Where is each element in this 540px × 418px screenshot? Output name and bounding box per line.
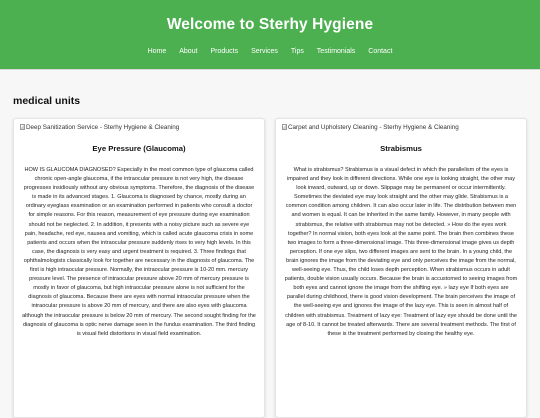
nav-home[interactable]: Home [147, 48, 167, 55]
site-title: Welcome to Sterhy Hygiene [166, 16, 374, 33]
card-eye-pressure [13, 118, 265, 418]
section-title: medical units [13, 95, 81, 107]
nav-tips[interactable]: Tips [290, 48, 304, 55]
card-title: Strabismus [380, 144, 422, 153]
nav-services[interactable]: Services [251, 48, 278, 55]
main-content [0, 95, 540, 418]
nav-testimonials[interactable]: Testimonials [316, 48, 356, 55]
nav-contact[interactable]: Contact [368, 48, 393, 55]
main-nav [0, 48, 540, 55]
nav-about[interactable]: About [179, 48, 198, 55]
card-image [282, 122, 520, 132]
nav-products[interactable]: Products [210, 48, 239, 55]
card-body: HOW IS GLAUCOMA DIAGNOSED? Especially in the most common type of glaucoma called chronic open-angle glaucoma, if the intraocular pressure is not very high, the disease progresses insidiously without any obvious symptoms. Therefore, the diagnosis of the disease is made in its advanced stages. 1. Glaucoma is diagnosed by chance, mostly during an ordinary eyeglass examination or an examination performed in patients who consult a doctor for simple reasons. For this reason, measurement of eye pressure during eye examination should not be neglected. 2. In addition, it presents with a noisy picture such as severe eye pain, headache, red eye, nausea and vomiting, which is called acute glaucoma crisis in some patients and occurs when the intraocular pressure suddenly rises to very high levels. In this case, the diagnosis is very easy and urgent treatment is required. 3. Three findings that ophthalmologists classically look for together are necessary in the diagnosis of glaucoma. The first is high intraocular pressure. Normally, the intraocular pressure is 10-20 mm. mercury pressure level. The presence of intraocular pressure above 20 mm of mercury pressure is mostly in favor of glaucoma, but high intraocular pressure alone is not sufficient for the diagnosis of glaucoma. Because there are eyes with normal intraocular pressure when the intraocular pressure is above 20 mm of mercury, and there are also eyes with glaucoma although the intraocular pressure is below 20 mm of mercury. The second sought finding for the diagnosis of glaucoma is optic nerve damage seen in the fundus examination. The third finding is visual field distortions in visual field examination. [22, 167, 256, 337]
card-grid [13, 118, 527, 418]
broken-image-icon [20, 124, 25, 130]
card-strabismus [275, 118, 527, 418]
card-body: What is strabismus? Strabismus is a visual defect in which the parallelism of the eyes is impaired and they look in different directions. While one eye is looking straight, the other may look inward, outward, up or down. Slippage may be permanent or occur intermittently. Sometimes the deviated eye may look straight and the other may glide. Strabismus is a common condition among children. It can also occur later in life. The distribution between men and women is equal. It can be inherited in the same family. However, in many people with strabismus, the relative with strabismus may not be detected. » How do the eyes work together? In normal vision, both eyes look at the same point. The brain then combines these two images to form a three-dimensional image. This three-dimensional image gives us depth perception. If one eye slips, two different images are sent to the brain. In a young child, the brain ignores the image from the deviating eye and only perceives the image from the normal, well-seeing eye. Thus, the child loses depth perception. When strabismus occurs in adult patients, double vision usually occurs. Because the brain is accustomed to seeing images from both eyes and cannot ignore the image from the shifting eye. » lazy eye If both eyes are parallel during childhood, there is good vision development. The brain perceives the image of the well-seeing eye and ignores the image of the lazy eye. This is seen in almost half of children with strabismus. Treatment of lazy eye: Treatment of lazy eye should be done until the age of 8-10. It cannot be treated afterwards. There are several treatment methods. The first of these is the treatment performed by closing the healthy eye. [284, 167, 518, 337]
card-image [20, 122, 258, 132]
site-header [0, 0, 540, 70]
card-image-alt: Deep Sanitization Service - Sterhy Hygiene & Cleaning [26, 123, 180, 131]
card-title: Eye Pressure (Glaucoma) [92, 144, 186, 153]
broken-image-icon [282, 124, 287, 130]
card-image-alt: Carpet and Upholstery Cleaning - Sterhy Hygiene & Cleaning [288, 123, 459, 131]
